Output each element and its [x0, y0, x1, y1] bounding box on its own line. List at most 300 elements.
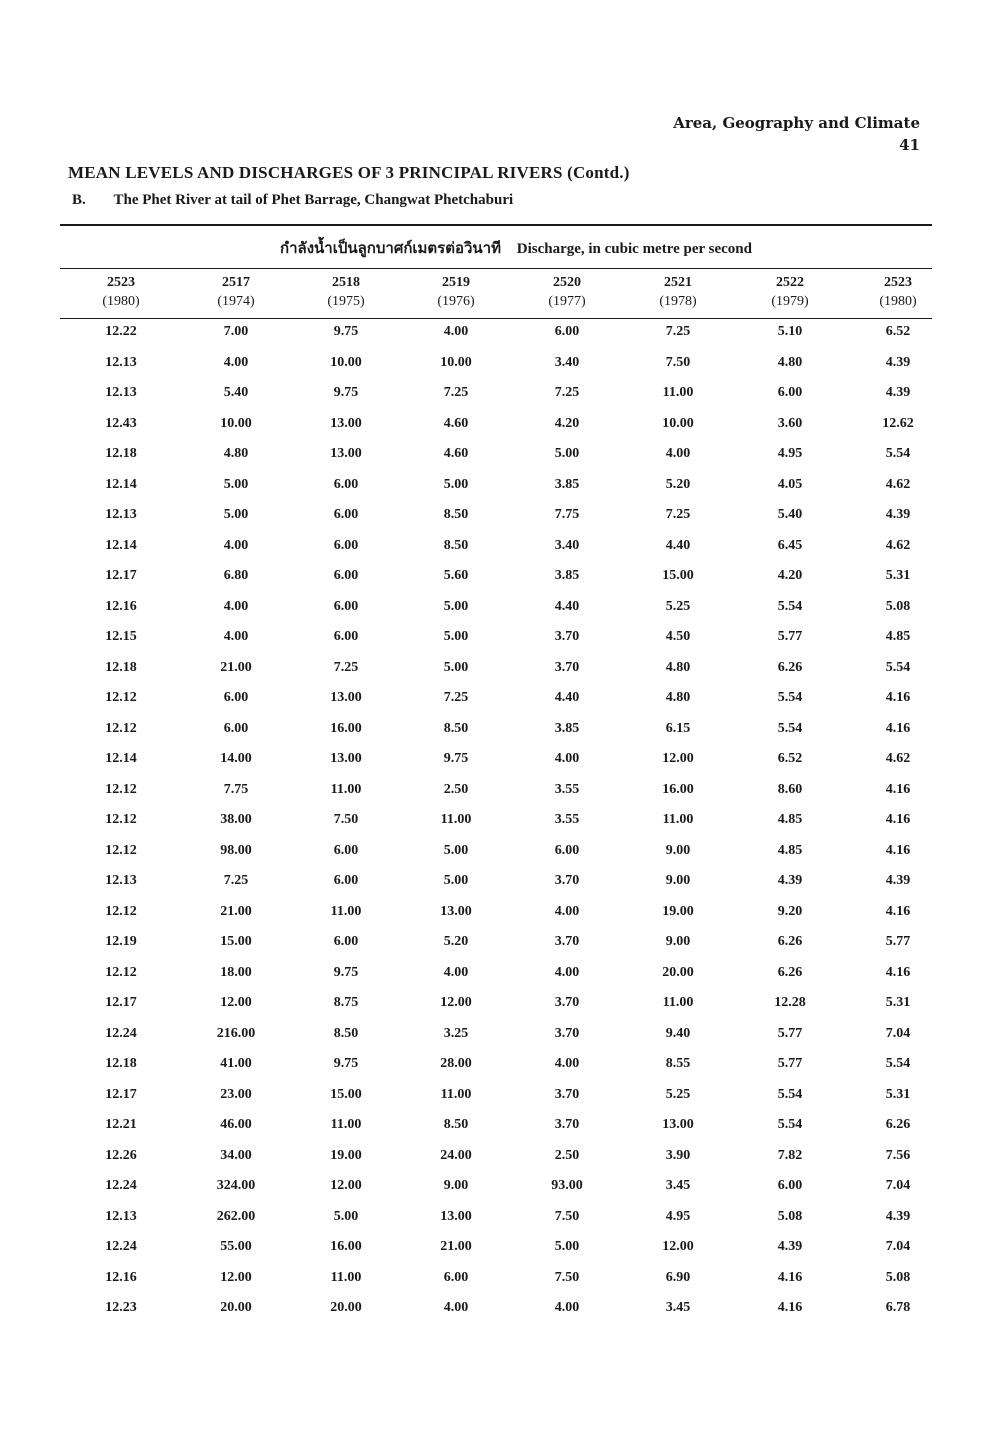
discharge-cell: 4.95 — [777, 446, 803, 461]
table-row — [0, 930, 990, 961]
discharge-cell: 6.00 — [333, 568, 359, 583]
discharge-cell: 4.80 — [665, 690, 691, 705]
table-row — [0, 991, 990, 1022]
discharge-cell: 7.25 — [554, 385, 580, 400]
discharge-cell: 11.00 — [330, 903, 362, 919]
subtitle-text: The Phet River at tail of Phet Barrage, Changwat Phetchaburi — [113, 192, 514, 208]
discharge-cell: 16.00 — [330, 1239, 362, 1254]
discharge-cell: 14.00 — [220, 751, 252, 766]
discharge-cell: 3.70 — [554, 659, 580, 675]
discharge-cell: 4.00 — [443, 964, 469, 980]
discharge-cell: 5.54 — [777, 690, 803, 705]
table-row — [0, 503, 990, 534]
discharge-cell: 9.75 — [333, 385, 359, 400]
discharge-cell: 6.90 — [665, 1269, 691, 1285]
discharge-cell: 6.00 — [443, 1269, 469, 1285]
discharge-cell: 6.26 — [777, 659, 803, 675]
mean-level-cell: 12.12 — [105, 964, 137, 980]
discharge-cell: 5.08 — [885, 598, 911, 614]
discharge-cell: 5.54 — [777, 598, 803, 614]
discharge-cell: 12.28 — [774, 995, 806, 1010]
discharge-cell: 5.00 — [443, 598, 469, 614]
table-row — [0, 808, 990, 839]
column-year-be: 2522 — [776, 275, 804, 290]
discharge-cell: 4.16 — [885, 720, 911, 736]
data-table — [0, 320, 990, 1327]
discharge-cell: 21.00 — [440, 1239, 472, 1254]
discharge-cell: 38.00 — [220, 812, 252, 827]
discharge-cell: 9.00 — [665, 842, 691, 858]
discharge-cell: 4.39 — [885, 1208, 911, 1224]
discharge-cell: 5.77 — [777, 1056, 803, 1071]
mean-level-cell: 12.18 — [105, 446, 137, 461]
discharge-cell: 11.00 — [330, 1269, 362, 1285]
discharge-cell: 24.00 — [440, 1147, 472, 1163]
discharge-cell: 55.00 — [220, 1239, 252, 1254]
discharge-cell: 6.00 — [333, 629, 359, 644]
mean-level-cell: 12.12 — [105, 903, 137, 919]
column-year-ad: (1977) — [548, 294, 586, 309]
discharge-cell: 4.00 — [223, 598, 249, 614]
discharge-cell: 6.00 — [223, 720, 249, 736]
discharge-cell: 7.25 — [223, 873, 249, 888]
discharge-cell: 20.00 — [220, 1300, 252, 1315]
discharge-cell: 5.40 — [223, 385, 249, 400]
discharge-cell: 7.25 — [443, 690, 469, 705]
discharge-cell: 4.62 — [885, 537, 911, 553]
discharge-cell: 5.54 — [777, 720, 803, 736]
table-row — [0, 442, 990, 473]
discharge-cell: 4.80 — [223, 446, 249, 461]
discharge-cell: 5.77 — [777, 1025, 803, 1041]
discharge-cell: 4.50 — [665, 629, 691, 644]
discharge-cell: 4.60 — [443, 446, 469, 461]
table-row — [0, 656, 990, 687]
top-rule — [60, 224, 932, 226]
mean-level-cell: 12.12 — [105, 842, 137, 858]
mean-level-cell: 12.26 — [105, 1147, 137, 1163]
discharge-cell: 6.00 — [554, 324, 580, 339]
discharge-cell: 9.00 — [665, 934, 691, 949]
discharge-cell: 16.00 — [662, 781, 694, 797]
discharge-cell: 4.16 — [885, 812, 911, 827]
discharge-cell: 11.00 — [662, 995, 694, 1010]
mean-level-cell: 12.14 — [105, 537, 137, 553]
discharge-cell: 8.50 — [443, 1117, 469, 1132]
discharge-cell: 16.00 — [330, 720, 362, 736]
discharge-cell: 12.00 — [330, 1178, 362, 1193]
table-row — [0, 1113, 990, 1144]
table-row — [0, 778, 990, 809]
table-title: MEAN LEVELS AND DISCHARGES OF 3 PRINCIPAL RIVERS (Contd.) — [68, 163, 630, 182]
discharge-cell: 4.85 — [777, 842, 803, 858]
running-header — [673, 112, 920, 156]
mean-level-cell: 12.12 — [105, 720, 137, 736]
mean-level-cell: 12.12 — [105, 781, 137, 797]
discharge-cell: 5.20 — [443, 934, 469, 949]
mean-level-cell: 12.14 — [105, 751, 137, 766]
discharge-cell: 13.00 — [440, 1208, 472, 1224]
discharge-cell: 7.75 — [223, 781, 249, 797]
discharge-cell: 9.00 — [443, 1178, 469, 1193]
table-row — [0, 1174, 990, 1205]
column-year-be: 2519 — [442, 275, 470, 290]
mean-level-cell: 12.12 — [105, 690, 137, 705]
discharge-cell: 11.00 — [662, 385, 694, 400]
discharge-cell: 2.50 — [443, 781, 469, 797]
discharge-cell: 4.00 — [554, 1300, 580, 1315]
discharge-cell: 12.00 — [662, 751, 694, 766]
discharge-header-english: Discharge, in cubic metre per second — [516, 241, 752, 257]
mean-level-cell: 12.17 — [105, 995, 137, 1010]
table-row — [0, 320, 990, 351]
discharge-cell: 8.50 — [333, 1025, 359, 1041]
discharge-cell: 3.55 — [554, 781, 580, 797]
discharge-cell: 20.00 — [662, 964, 694, 980]
discharge-cell: 5.77 — [885, 934, 911, 949]
discharge-header — [280, 236, 752, 260]
discharge-cell: 3.70 — [554, 995, 580, 1010]
discharge-cell: 5.10 — [777, 324, 803, 339]
column-header — [512, 274, 622, 312]
discharge-cell: 4.16 — [885, 842, 911, 858]
discharge-cell: 18.00 — [220, 964, 252, 980]
column-year-be: 2518 — [332, 275, 360, 290]
discharge-cell: 7.25 — [333, 659, 359, 675]
discharge-cell: 6.00 — [333, 934, 359, 949]
discharge-cell: 7.04 — [885, 1239, 911, 1254]
column-year-be: 2517 — [222, 275, 250, 290]
discharge-cell: 9.20 — [777, 903, 803, 919]
discharge-cell: 5.31 — [885, 568, 911, 583]
discharge-cell: 4.39 — [777, 873, 803, 888]
discharge-cell: 5.31 — [885, 1086, 911, 1102]
discharge-cell: 7.50 — [665, 354, 691, 370]
table-row — [0, 1296, 990, 1327]
discharge-cell: 28.00 — [440, 1056, 472, 1071]
mean-level-cell: 12.24 — [105, 1239, 137, 1254]
table-row — [0, 534, 990, 565]
table-row — [0, 717, 990, 748]
discharge-cell: 3.45 — [665, 1300, 691, 1315]
discharge-cell: 4.95 — [665, 1208, 691, 1224]
discharge-cell: 3.45 — [665, 1178, 691, 1193]
discharge-cell: 10.00 — [330, 354, 362, 370]
discharge-cell: 5.08 — [777, 1208, 803, 1224]
discharge-cell: 4.40 — [665, 537, 691, 553]
discharge-cell: 5.00 — [443, 873, 469, 888]
discharge-cell: 7.50 — [333, 812, 359, 827]
discharge-cell: 3.90 — [665, 1147, 691, 1163]
discharge-cell: 3.70 — [554, 1025, 580, 1041]
discharge-cell: 8.50 — [443, 507, 469, 522]
discharge-cell: 5.08 — [885, 1269, 911, 1285]
discharge-cell: 4.39 — [777, 1239, 803, 1254]
table-row — [0, 686, 990, 717]
table-row — [0, 1083, 990, 1114]
discharge-cell: 5.20 — [665, 476, 691, 492]
discharge-cell: 3.85 — [554, 568, 580, 583]
discharge-cell: 46.00 — [220, 1117, 252, 1132]
discharge-cell: 6.00 — [223, 690, 249, 705]
discharge-cell: 6.00 — [777, 385, 803, 400]
discharge-cell: 7.25 — [665, 324, 691, 339]
discharge-cell: 4.00 — [443, 324, 469, 339]
table-row — [0, 351, 990, 382]
discharge-cell: 4.20 — [777, 568, 803, 583]
discharge-cell: 5.54 — [885, 1056, 911, 1071]
discharge-cell: 5.00 — [443, 476, 469, 492]
discharge-cell: 9.75 — [443, 751, 469, 766]
discharge-cell: 8.75 — [333, 995, 359, 1010]
mean-level-cell: 12.15 — [105, 629, 137, 644]
discharge-cell: 5.54 — [777, 1086, 803, 1102]
discharge-cell: 4.85 — [885, 629, 911, 644]
column-year-be: 2521 — [664, 275, 692, 290]
discharge-cell: 4.60 — [443, 415, 469, 431]
discharge-cell: 6.80 — [223, 568, 249, 583]
column-year-ad: (1980) — [102, 294, 140, 309]
discharge-cell: 4.85 — [777, 812, 803, 827]
mean-level-cell: 12.24 — [105, 1178, 137, 1193]
table-row — [0, 1022, 990, 1053]
mean-level-cell: 12.13 — [105, 507, 137, 522]
table-row — [0, 625, 990, 656]
discharge-cell: 8.50 — [443, 537, 469, 553]
discharge-cell: 13.00 — [330, 446, 362, 461]
discharge-cell: 4.62 — [885, 476, 911, 492]
discharge-cell: 10.00 — [220, 415, 252, 431]
discharge-cell: 6.52 — [885, 324, 911, 339]
column-year-ad: (1979) — [771, 294, 809, 309]
discharge-cell: 12.00 — [220, 1269, 252, 1285]
discharge-cell: 3.70 — [554, 1117, 580, 1132]
discharge-cell: 11.00 — [330, 781, 362, 797]
column-year-be: 2523 — [884, 275, 912, 290]
discharge-cell: 19.00 — [330, 1147, 362, 1163]
discharge-cell: 21.00 — [220, 903, 252, 919]
discharge-cell: 4.00 — [554, 903, 580, 919]
discharge-cell: 6.00 — [333, 598, 359, 614]
discharge-cell: 11.00 — [330, 1117, 362, 1132]
column-header — [66, 274, 176, 312]
discharge-cell: 9.75 — [333, 1056, 359, 1071]
discharge-cell: 4.39 — [885, 873, 911, 888]
discharge-cell: 12.00 — [220, 995, 252, 1010]
discharge-cell: 4.80 — [665, 659, 691, 675]
table-row — [0, 869, 990, 900]
discharge-cell: 6.00 — [333, 842, 359, 858]
mean-level-cell: 12.14 — [105, 476, 137, 492]
discharge-cell: 3.40 — [554, 354, 580, 370]
discharge-cell: 20.00 — [330, 1300, 362, 1315]
discharge-cell: 4.62 — [885, 751, 911, 766]
discharge-cell: 4.00 — [554, 751, 580, 766]
column-header — [401, 274, 511, 312]
discharge-cell: 3.60 — [777, 415, 803, 431]
discharge-cell: 41.00 — [220, 1056, 252, 1071]
discharge-cell: 13.00 — [330, 690, 362, 705]
discharge-cell: 3.70 — [554, 629, 580, 644]
mean-level-cell: 12.18 — [105, 1056, 137, 1071]
column-header — [181, 274, 291, 312]
table-row — [0, 564, 990, 595]
discharge-cell: 5.25 — [665, 1086, 691, 1102]
column-year-ad: (1976) — [437, 294, 475, 309]
column-year-be: 2523 — [107, 275, 135, 290]
discharge-cell: 6.52 — [777, 751, 803, 766]
table-row — [0, 1266, 990, 1297]
mean-level-cell: 12.21 — [105, 1117, 137, 1132]
table-row — [0, 412, 990, 443]
discharge-cell: 13.00 — [440, 903, 472, 919]
discharge-cell: 6.00 — [333, 537, 359, 553]
discharge-cell: 3.85 — [554, 720, 580, 736]
discharge-cell: 4.16 — [885, 690, 911, 705]
discharge-cell: 5.00 — [443, 629, 469, 644]
discharge-cell: 4.16 — [777, 1269, 803, 1285]
discharge-cell: 34.00 — [220, 1147, 252, 1163]
discharge-cell: 11.00 — [662, 812, 694, 827]
mean-level-cell: 12.12 — [105, 812, 137, 827]
discharge-cell: 7.75 — [554, 507, 580, 522]
column-header — [843, 274, 953, 312]
discharge-cell: 19.00 — [662, 903, 694, 919]
discharge-cell: 7.25 — [665, 507, 691, 522]
discharge-cell: 4.00 — [223, 629, 249, 644]
table-row — [0, 1205, 990, 1236]
table-row — [0, 961, 990, 992]
table-row — [0, 1052, 990, 1083]
discharge-cell: 5.00 — [554, 1239, 580, 1254]
discharge-cell: 4.20 — [554, 415, 580, 431]
discharge-cell: 324.00 — [216, 1178, 256, 1193]
discharge-cell: 10.00 — [440, 354, 472, 370]
discharge-cell: 4.00 — [223, 354, 249, 370]
discharge-cell: 3.70 — [554, 934, 580, 949]
discharge-cell: 4.16 — [777, 1300, 803, 1315]
discharge-cell: 7.00 — [223, 324, 249, 339]
discharge-cell: 4.40 — [554, 690, 580, 705]
level-header-rule — [60, 268, 178, 269]
discharge-cell: 7.04 — [885, 1178, 911, 1193]
discharge-cell: 15.00 — [220, 934, 252, 949]
discharge-cell: 5.31 — [885, 995, 911, 1010]
table-subtitle — [72, 192, 513, 209]
table-row — [0, 595, 990, 626]
discharge-cell: 3.70 — [554, 873, 580, 888]
discharge-cell: 6.00 — [554, 842, 580, 858]
discharge-cell: 7.82 — [777, 1147, 803, 1163]
discharge-cell: 6.26 — [885, 1117, 911, 1132]
mean-level-cell: 12.16 — [105, 598, 137, 614]
discharge-cell: 6.00 — [333, 873, 359, 888]
discharge-cell: 4.00 — [554, 964, 580, 980]
discharge-cell: 6.00 — [333, 476, 359, 492]
discharge-cell: 3.85 — [554, 476, 580, 492]
discharge-cell: 6.26 — [777, 964, 803, 980]
mean-level-cell: 12.23 — [105, 1300, 137, 1315]
mean-level-cell: 12.18 — [105, 659, 137, 675]
discharge-cell: 4.80 — [777, 354, 803, 370]
table-row — [0, 473, 990, 504]
discharge-cell: 4.00 — [665, 446, 691, 461]
discharge-cell: 12.62 — [882, 415, 914, 431]
discharge-cell: 6.45 — [777, 537, 803, 553]
mean-level-cell: 12.17 — [105, 568, 137, 583]
discharge-cell: 7.50 — [554, 1208, 580, 1224]
column-year-ad: (1980) — [879, 294, 917, 309]
column-year-ad: (1978) — [659, 294, 697, 309]
discharge-cell: 4.05 — [777, 476, 803, 492]
discharge-cell: 7.50 — [554, 1269, 580, 1285]
discharge-cell: 5.00 — [223, 507, 249, 522]
table-row — [0, 900, 990, 931]
discharge-cell: 13.00 — [330, 751, 362, 766]
discharge-cell: 5.00 — [554, 446, 580, 461]
discharge-cell: 5.25 — [665, 598, 691, 614]
mean-level-cell: 12.24 — [105, 1025, 137, 1041]
discharge-cell: 5.54 — [885, 659, 911, 675]
table-row — [0, 1235, 990, 1266]
mean-level-cell: 12.17 — [105, 1086, 137, 1102]
page-number: 41 — [899, 136, 920, 154]
mean-level-cell: 12.22 — [105, 324, 137, 339]
discharge-cell: 11.00 — [440, 812, 472, 827]
discharge-cell: 3.70 — [554, 1086, 580, 1102]
column-header — [291, 274, 401, 312]
mean-level-cell: 12.13 — [105, 385, 137, 400]
discharge-cell: 12.00 — [440, 995, 472, 1010]
column-header — [735, 274, 845, 312]
discharge-cell: 7.25 — [443, 385, 469, 400]
discharge-cell: 4.16 — [885, 781, 911, 797]
mean-level-cell: 12.13 — [105, 873, 137, 888]
table-row — [0, 747, 990, 778]
discharge-header-thai: กำลังน้ำเป็นลูกบาศก์เมตรต่อวินาที — [280, 239, 501, 257]
column-year-be: 2520 — [553, 275, 581, 290]
discharge-cell: 5.00 — [443, 842, 469, 858]
discharge-cell: 6.00 — [333, 507, 359, 522]
discharge-cell: 9.75 — [333, 964, 359, 980]
mean-level-cell: 12.13 — [105, 354, 137, 370]
discharge-header-rule — [178, 268, 932, 269]
discharge-cell: 5.00 — [223, 476, 249, 492]
discharge-cell: 7.04 — [885, 1025, 911, 1041]
section-title: Area, Geography and Climate — [673, 114, 920, 132]
discharge-cell: 262.00 — [216, 1208, 256, 1224]
discharge-cell: 3.25 — [443, 1025, 469, 1041]
discharge-cell: 5.60 — [443, 568, 469, 583]
discharge-cell: 8.55 — [665, 1056, 691, 1071]
header-bottom-rule — [60, 318, 932, 319]
discharge-cell: 11.00 — [440, 1086, 472, 1102]
discharge-cell: 15.00 — [330, 1086, 362, 1102]
discharge-cell: 10.00 — [662, 415, 694, 431]
discharge-cell: 2.50 — [554, 1147, 580, 1163]
discharge-cell: 216.00 — [216, 1025, 256, 1041]
discharge-cell: 6.78 — [885, 1300, 911, 1315]
discharge-cell: 5.54 — [777, 1117, 803, 1132]
discharge-cell: 4.39 — [885, 354, 911, 370]
table-row — [0, 1144, 990, 1175]
column-header — [623, 274, 733, 312]
discharge-cell: 7.56 — [885, 1147, 911, 1163]
discharge-cell: 12.00 — [662, 1239, 694, 1254]
discharge-cell: 13.00 — [330, 415, 362, 431]
mean-level-cell: 12.16 — [105, 1269, 137, 1285]
mean-level-cell: 12.13 — [105, 1208, 137, 1224]
